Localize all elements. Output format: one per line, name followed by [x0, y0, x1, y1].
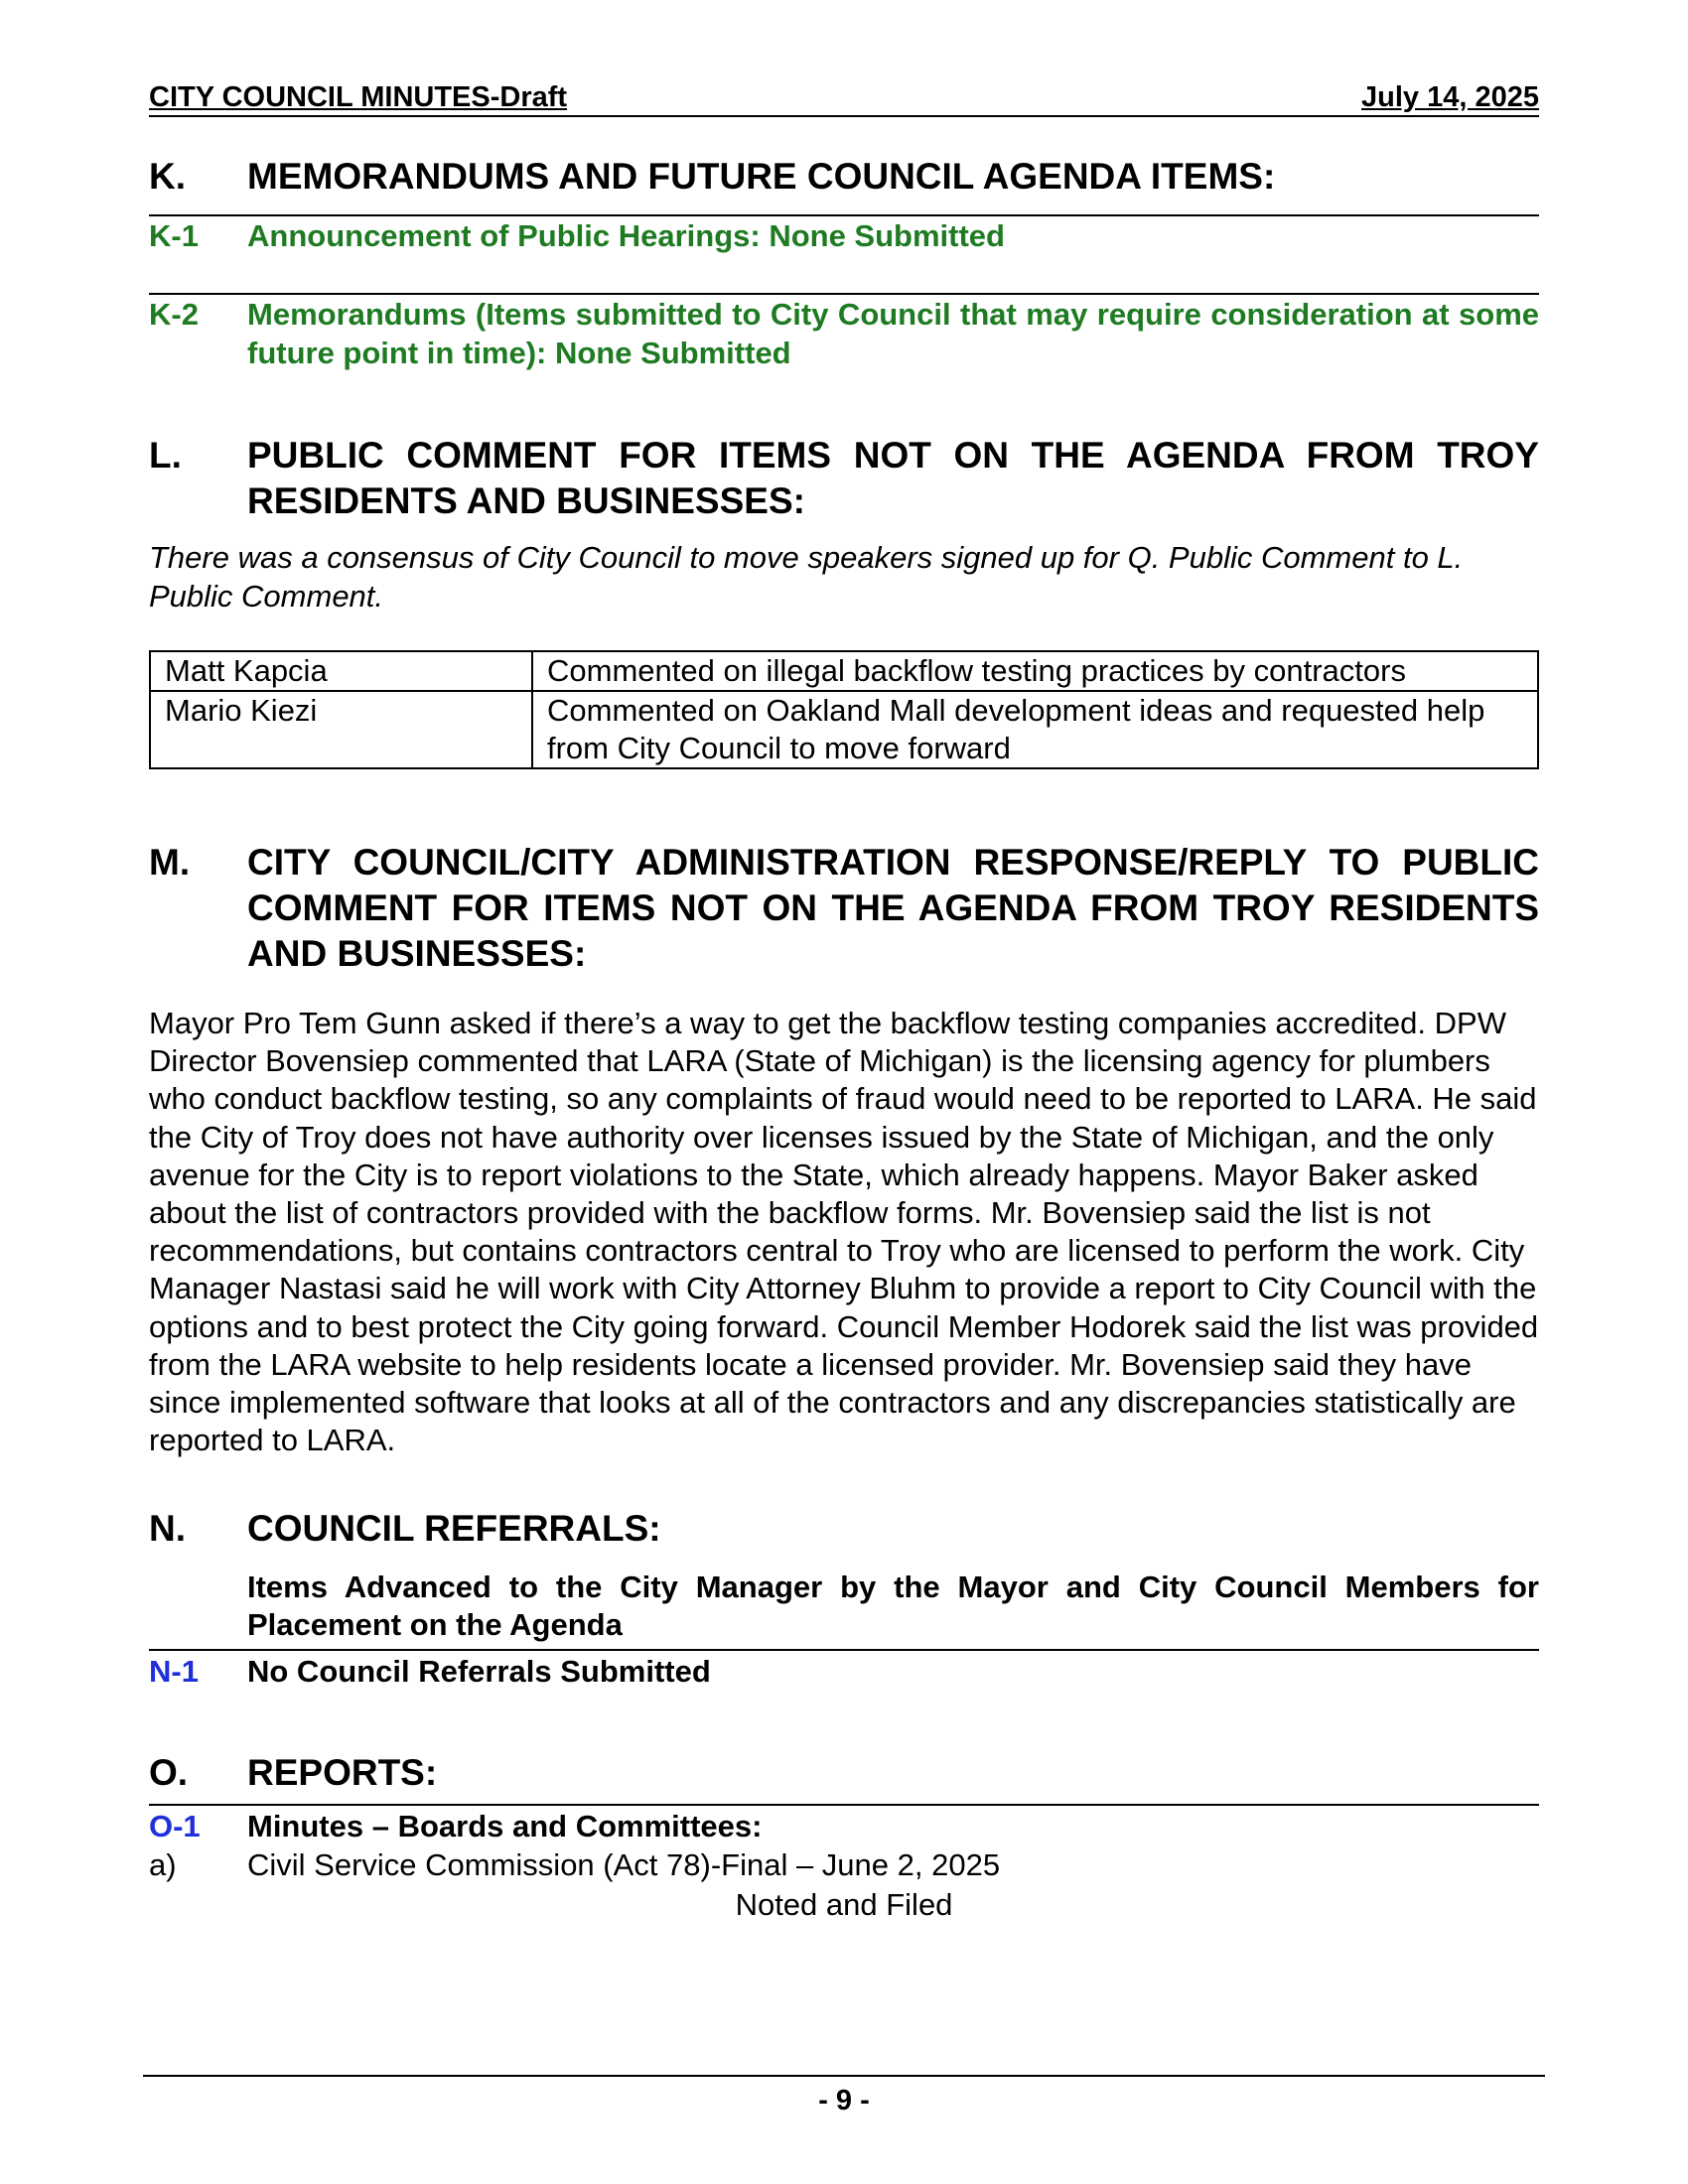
- item-number: N-1: [149, 1654, 199, 1689]
- section-number: O.: [149, 1752, 189, 1793]
- table-row: [150, 691, 1538, 768]
- sub-item-label: a): [149, 1847, 177, 1882]
- speaker-comment: Commented on illegal backflow testing practices by contractors: [532, 651, 1538, 691]
- section-title: REPORTS:: [247, 1752, 438, 1793]
- agenda-item-n1: [149, 1652, 1539, 1691]
- consensus-note: There was a consensus of City Council to move speakers signed up for Q. Public Comment to L. Public Comment.: [149, 540, 1464, 614]
- speaker-comment: Commented on Oakland Mall development ideas and requested help from City Council to move forward: [532, 691, 1538, 768]
- table-row: [150, 651, 1538, 691]
- section-k-heading: [149, 154, 1539, 200]
- agenda-item-k1: [149, 216, 1539, 255]
- item-number: O-1: [149, 1809, 201, 1843]
- item-number: K-1: [149, 218, 199, 253]
- minutes-sub-item: [149, 1845, 1539, 1884]
- item-text: Announcement of Public Hearings: None Submitted: [247, 218, 1005, 253]
- section-title: PUBLIC COMMENT FOR ITEMS NOT ON THE AGENDA FROM TROY RESIDENTS AND BUSINESSES:: [247, 435, 1539, 521]
- agenda-item-o1: [149, 1807, 1539, 1845]
- sub-item-text: Civil Service Commission (Act 78)-Final – June 2, 2025: [247, 1847, 1001, 1882]
- disposition-text: Noted and Filed: [735, 1887, 953, 1922]
- item-text: Memorandums (Items submitted to City Council that may require consideration at some future point in time): None Submitted: [247, 297, 1539, 370]
- section-n-heading: [149, 1506, 1539, 1552]
- header-date: July 14, 2025: [1361, 81, 1539, 113]
- divider: [149, 1804, 1539, 1806]
- section-number: M.: [149, 842, 191, 883]
- page-header: [149, 79, 1539, 117]
- footer-divider: [143, 2075, 1545, 2077]
- section-title: MEMORANDUMS AND FUTURE COUNCIL AGENDA ITEMS:: [247, 156, 1276, 197]
- document-page: [149, 0, 1539, 2184]
- speaker-name: Mario Kiezi: [150, 691, 532, 768]
- section-title: CITY COUNCIL/CITY ADMINISTRATION RESPONSE/REPLY TO PUBLIC COMMENT FOR ITEMS NOT ON THE AGENDA FROM TROY RESIDENTS AND BUSINESSES:: [247, 842, 1539, 974]
- agenda-item-k2: [149, 295, 1539, 372]
- item-number: K-2: [149, 297, 199, 332]
- speaker-name: Matt Kapcia: [150, 651, 532, 691]
- page-number: - 9 -: [818, 2085, 870, 2116]
- item-text: No Council Referrals Submitted: [247, 1654, 711, 1689]
- referrals-subheading: Items Advanced to the City Manager by the Mayor and City Council Members for Placement on the Agenda: [247, 1570, 1539, 1642]
- response-paragraph: Mayor Pro Tem Gunn asked if there’s a way to get the backflow testing companies accredited. DPW Director Bovensiep commented that LARA (State of Michigan) is the licensing agency for plumbers who conduct backflow testing, so any complaints of fraud would need to be reported to LARA. He said the City of Troy does not have authority over licenses issued by the State of Michigan, and the only avenue for the City is to report violations to the State, which already happens. Mayor Baker asked about the list of contractors provided with the backflow forms. Mr. Bovensiep said the list is not recommendations, but contains contractors central to Troy who are licensed to perform the work. City Manager Nastasi said he will work with City Attorney Bluhm to provide a report to City Council with the options and to best protect the City going forward. Council Member Hodorek said the list was provided from the LARA website to help residents locate a licensed provider. Mr. Bovensiep said they have since implemented software that looks at all of the contractors and any discrepancies statistically are reported to LARA.: [149, 1006, 1539, 1458]
- section-l-heading: [149, 433, 1539, 524]
- section-number: L.: [149, 435, 182, 476]
- header-title: CITY COUNCIL MINUTES-Draft: [149, 81, 568, 113]
- section-number: N.: [149, 1508, 186, 1549]
- item-text: Minutes – Boards and Committees:: [247, 1809, 763, 1843]
- section-o-heading: [149, 1750, 1539, 1796]
- section-number: K.: [149, 156, 186, 197]
- section-title: COUNCIL REFERRALS:: [247, 1508, 661, 1549]
- divider: [149, 1649, 1539, 1651]
- section-m-heading: [149, 840, 1539, 977]
- public-comment-table: [149, 650, 1539, 769]
